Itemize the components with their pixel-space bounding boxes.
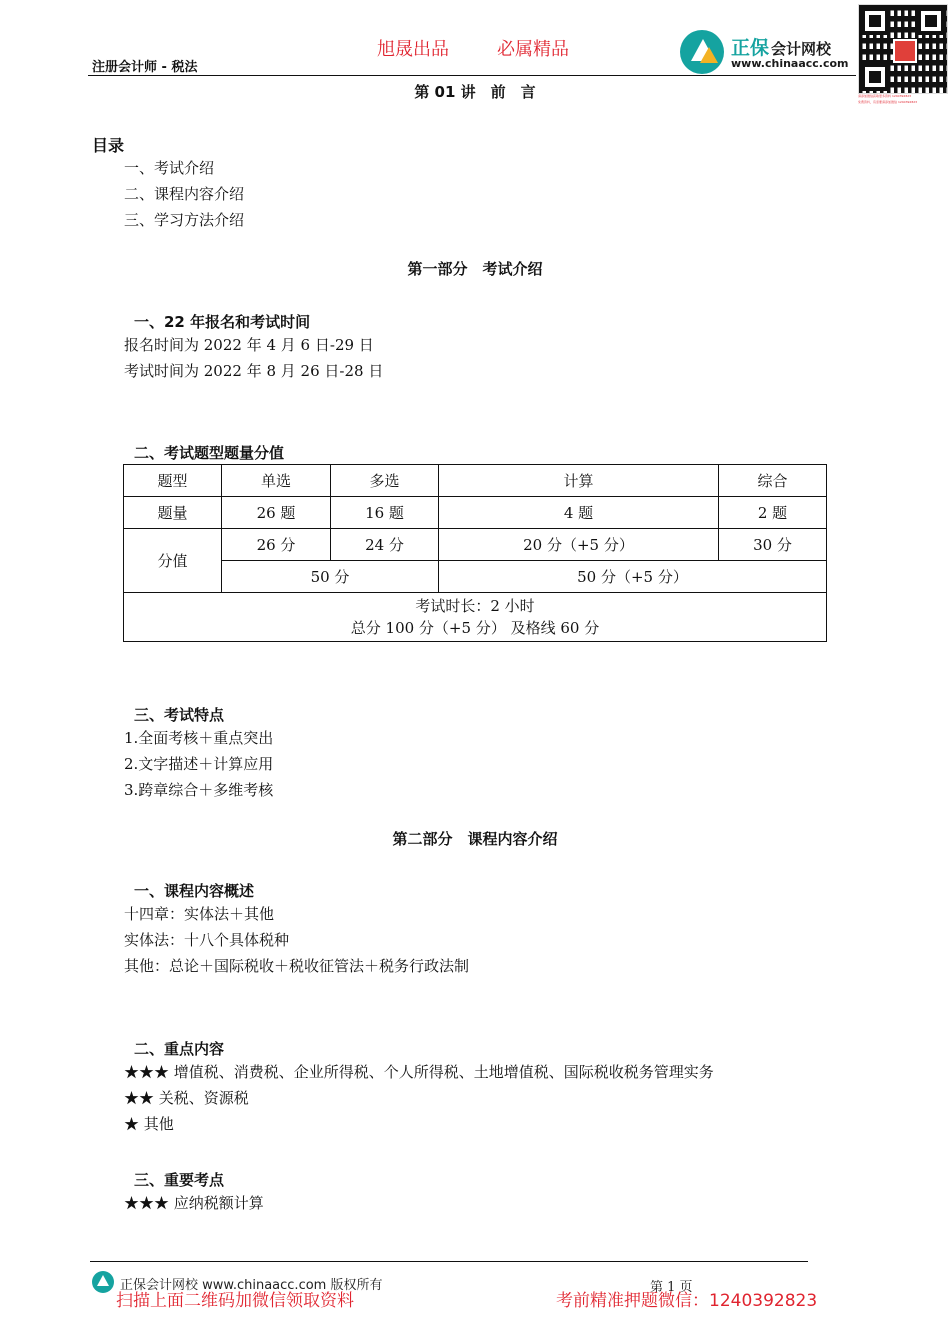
section-heading: 二、考试题型题量分值 [134, 444, 285, 462]
lecture-title: 第 01 讲 前 言 [414, 83, 536, 101]
toc-item: 三、学习方法介绍 [124, 211, 245, 229]
table-cell: 2 题 [719, 497, 827, 529]
list-item: ★★ 关税、资源税 [124, 1089, 249, 1107]
table-cell: 多选 [331, 465, 439, 497]
list-item: 其他：总论＋国际税收＋税收征管法＋税务行政法制 [124, 957, 470, 975]
table-cell: 30 分 [719, 529, 827, 561]
table-cell: 20 分（+5 分） [439, 529, 719, 561]
table-cell: 单选 [222, 465, 331, 497]
footer-logo-icon [92, 1271, 114, 1293]
table-cell: 26 分 [222, 529, 331, 561]
list-item: 2.文字描述＋计算应用 [124, 755, 274, 773]
section-heading: 三、考试特点 [134, 706, 225, 724]
toc-item: 一、考试介绍 [124, 159, 215, 177]
brand-slogan-left: 旭晟出品 [377, 39, 449, 60]
document-header-title: 注册会计师 - 税法 [92, 60, 198, 75]
exam-time: 考试时间为 2022 年 8 月 26 日-28 日 [124, 362, 384, 380]
list-item: ★★★ 增值税、消费税、企业所得税、个人所得税、土地增值税、国际税收税务管理实务 [124, 1063, 714, 1081]
table-cell: 计算 [439, 465, 719, 497]
table-cell: 26 题 [222, 497, 331, 529]
logo-subname: 会计网校 [771, 40, 832, 58]
table-row [124, 465, 827, 497]
exam-duration: 考试时长：2 小时 [415, 597, 535, 615]
header-divider [88, 75, 856, 76]
table-row [124, 497, 827, 529]
table-cell: 50 分 [222, 561, 439, 593]
table-cell: 题量 [124, 497, 222, 529]
page-number: 第 1 页 [650, 1280, 693, 1295]
section-heading: 一、课程内容概述 [134, 882, 255, 900]
table-cell: 综合 [719, 465, 827, 497]
table-row [124, 529, 827, 561]
qr-caption-1: 请添加微信获取更多资料 1240392823 [858, 94, 912, 98]
logo-url: www.chinaacc.com [731, 57, 849, 70]
table-cell: 4 题 [439, 497, 719, 529]
brand-slogan-right: 必属精品 [497, 39, 569, 60]
registration-time: 报名时间为 2022 年 4 月 6 日-29 日 [124, 336, 374, 354]
footer-red-right: 考前精准押题微信：1240392823 [556, 1291, 818, 1311]
section-heading: 三、重要考点 [134, 1171, 225, 1189]
table-cell: 16 题 [331, 497, 439, 529]
footer-copyright: 正保会计网校 www.chinaacc.com 版权所有 [120, 1278, 383, 1293]
footer-divider [90, 1261, 808, 1262]
table-cell: 分值 [124, 529, 222, 593]
chinaacc-logo-icon [680, 30, 724, 74]
part1-title: 第一部分 考试介绍 [407, 260, 543, 278]
table-cell: 题型 [124, 465, 222, 497]
footer-red-left: 扫描上面二维码加微信领取资料 [116, 1291, 354, 1311]
list-item: 3.跨章综合＋多维考核 [124, 781, 274, 799]
total-score: 总分 100 分（+5 分） 及格线 60 分 [350, 619, 600, 637]
table-cell: 24 分 [331, 529, 439, 561]
table-row [124, 561, 827, 593]
list-item: ★ 其他 [124, 1115, 174, 1133]
logo-name: 正保 [731, 37, 770, 59]
toc-title: 目录 [92, 136, 125, 155]
section-heading: 二、重点内容 [134, 1040, 225, 1058]
qr-caption-2: 免费资料，有需要请添加微信 1240392823 [858, 100, 918, 104]
list-item: 十四章：实体法＋其他 [124, 905, 275, 923]
list-item: ★★★ 应纳税额计算 [124, 1194, 264, 1212]
list-item: 1.全面考核＋重点突出 [124, 729, 274, 747]
exam-structure-table [123, 464, 827, 642]
part2-title: 第二部分 课程内容介绍 [392, 830, 558, 848]
table-footer-cell [124, 593, 827, 642]
table-row [124, 593, 827, 642]
section-heading: 一、22 年报名和考试时间 [134, 313, 311, 331]
table-cell: 50 分（+5 分） [439, 561, 827, 593]
logo-text [731, 33, 831, 60]
list-item: 实体法：十八个具体税种 [124, 931, 290, 949]
toc-item: 二、课程内容介绍 [124, 185, 245, 203]
